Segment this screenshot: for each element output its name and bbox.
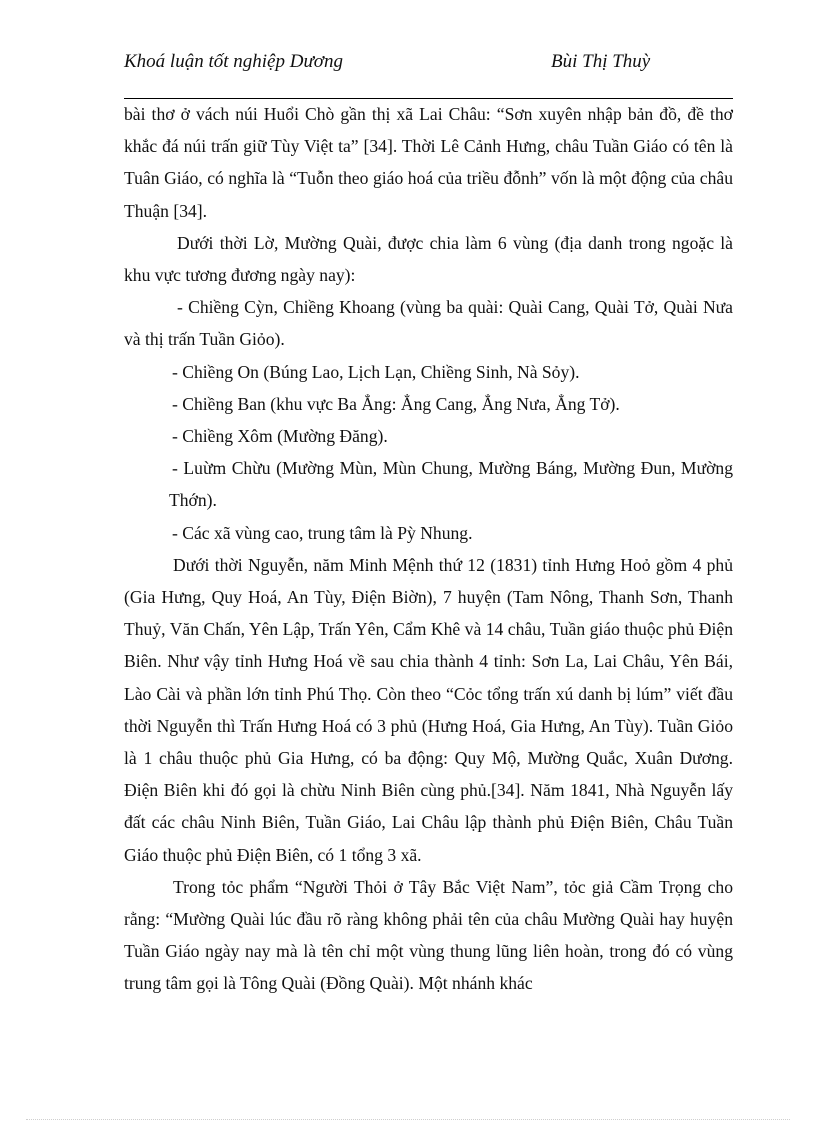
list-item: - Chiềng Xôm (Mường Đăng). bbox=[172, 426, 388, 447]
list-item: - Luừm Chừu (Mường Mùn, Mùn Chung, Mường Báng, Mường Đun, Mường Thớn). bbox=[169, 458, 733, 511]
paragraph: Dưới thời Nguyễn, năm Minh Mệnh thứ 12 (1831) tỉnh Hưng Hoỏ gồm 4 phủ (Gia Hưng, Quy Hoá, An Tùy, Điện Biờn), 7 huyện (Tam Nông, Thanh Sơn, Thanh Thuỷ, Văn Chấn, Yên Lập, Trấn Yên, Cẩm Khê và 14 châu, Tuần giáo thuộc phủ Điện Biên. Như vậy tỉnh Hưng Hoá về sau chia thành 4 tỉnh: Sơn La, Lai Châu, Yên Bái, Lào Cài và phần lớn tỉnh Phú Thọ. Còn theo “Cỏc tổng trấn xú danh bị lúm” viết đầu thời Nguyễn thì Trấn Hưng Hoá có 3 phủ (Hưng Hoá, Gia Hưng, An Tùy). Tuần Giỏo là 1 châu thuộc phủ Gia Hưng, có ba động: Quy Mộ, Mường Quắc, Xuân Dương. Điện Biên khi đó gọi là chừu Ninh Biên cùng phủ.[34]. Năm 1841, Nhà Nguyễn lấy đất các châu Ninh Biên, Tuần Giáo, Lai Châu lập thành phủ Điện Biên, Châu Tuần Giáo thuộc phủ Điện Biên, có 1 tổng 3 xã. bbox=[124, 554, 733, 865]
list-item: - Chiềng Cỳn, Chiềng Khoang (vùng ba quài: Quài Cang, Quài Tở, Quài Nưa và thị trấn Tuần Giỏo). bbox=[124, 297, 733, 350]
list-item: - Chiềng Ban (khu vực Ba Ẳng: Ẳng Cang, Ẳng Nưa, Ẳng Tở). bbox=[172, 393, 620, 414]
footer-dotted-line bbox=[26, 1119, 790, 1120]
document-body bbox=[124, 98, 733, 1000]
list-item: - Các xã vùng cao, trung tâm là Pỳ Nhung. bbox=[172, 522, 473, 543]
header-author: Bùi Thị Thuỳ bbox=[551, 51, 651, 72]
page-header bbox=[124, 50, 733, 98]
header-thesis-title: Khoá luận tốt nghiệp Dương bbox=[124, 51, 343, 72]
list-item: - Chiềng On (Búng Lao, Lịch Lạn, Chiềng Sinh, Nà Sỏy). bbox=[172, 361, 580, 382]
paragraph: Dưới thời Lờ, Mường Quài, được chia làm 6 vùng (địa danh trong ngoặc là khu vực tương đương ngày nay): bbox=[124, 232, 733, 286]
paragraph: bài thơ ở vách núi Huổi Chò gần thị xã Lai Châu: “Sơn xuyên nhập bản đồ, đề thơ khắc đá núi trấn giữ Tùy Việt ta” [34]. Thời Lê Cảnh Hưng, châu Tuần Giáo có tên là Tuân Giáo, có nghĩa là “Tuỗn theo giáo hoá của triều đỗnh” vốn là một động của châu Thuận [34]. bbox=[124, 104, 733, 221]
paragraph: Trong tỏc phẩm “Người Thỏi ở Tây Bắc Việt Nam”, tỏc giả Cầm Trọng cho rằng: “Mường Quài lúc đầu rõ ràng không phải tên của châu Mường Quài hay huyện Tuần Giáo ngày nay mà là tên chỉ một vùng thung lũng liên hoàn, trong đó có vùng trung tâm gọi là Tông Quài (Đồng Quài). Một nhánh khác bbox=[124, 876, 733, 994]
